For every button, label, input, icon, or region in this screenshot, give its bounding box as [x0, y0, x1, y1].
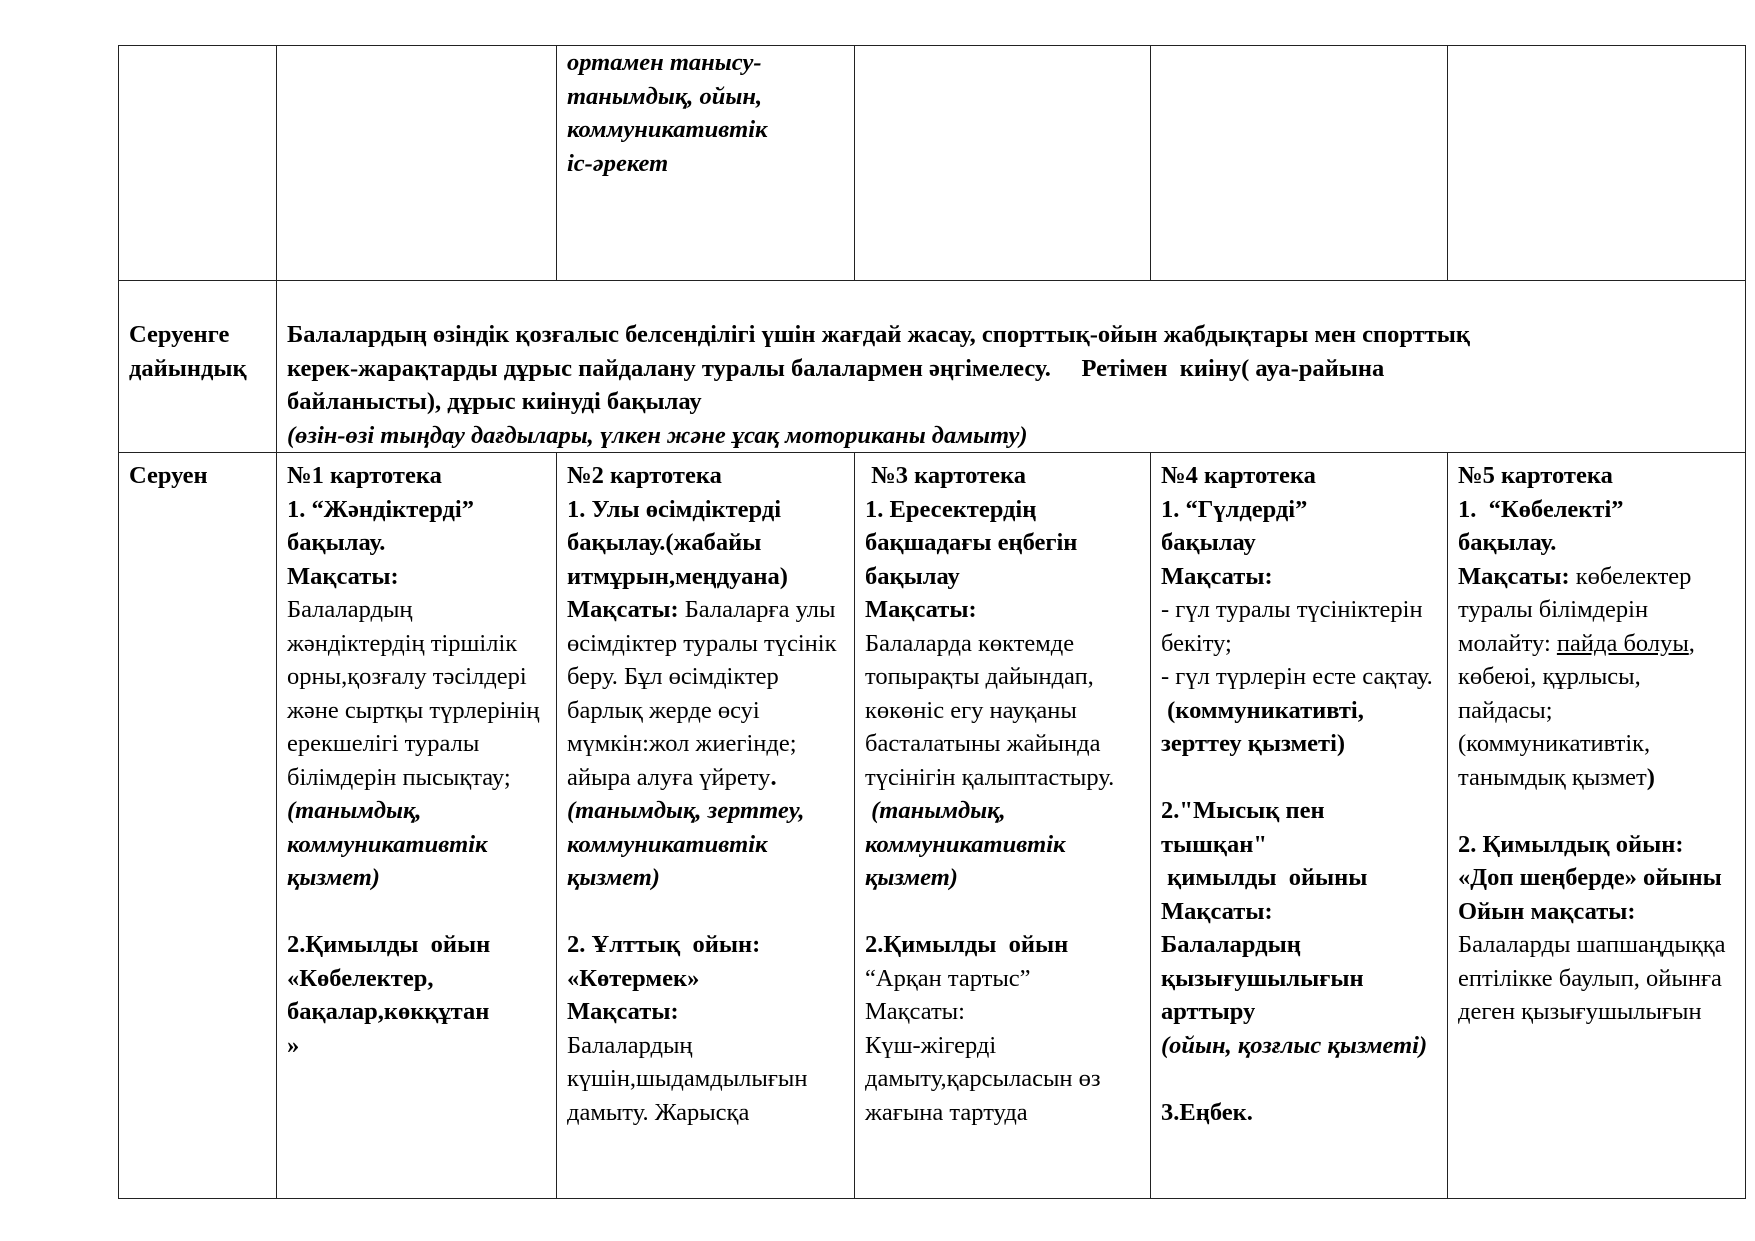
card-4-game-1: 2."Мысық пен [1161, 797, 1325, 824]
card-2-game-name: «Көтермек» [567, 964, 700, 992]
card-4-game-3: қимылды ойыны [1161, 864, 1368, 891]
card-5-goal-underlined: пайда болуы [1556, 629, 1689, 657]
card-2 [557, 453, 855, 1199]
card-4-goal-label: Мақсаты: [1161, 562, 1273, 590]
card-3-obs-3: бақылау [865, 562, 960, 590]
card-5-goal [1458, 560, 1735, 728]
cell-empty-1 [277, 46, 557, 281]
card-2-obs-3: итмұрын,меңдуана) [567, 562, 788, 590]
activity-line-4: іс-әрекет [567, 149, 669, 177]
card-4-labor: 3.Еңбек. [1161, 1098, 1253, 1126]
card-2-goal-label: Мақсаты: [567, 596, 679, 623]
card-5 [1448, 453, 1746, 1199]
card-3-spacer [865, 895, 1140, 929]
cell-walk-preparation [277, 281, 1746, 453]
activity-line-2: танымдық, ойын, [567, 82, 763, 110]
card-2-goal-end: . [770, 763, 777, 791]
card-2-game-goal-text: Балалардың күшін,шыдамдылығын дамыту. Жарысқа [567, 1031, 808, 1126]
card-2-activity: (танымдық, зерттеу, коммуникативтік қызмет) [567, 797, 805, 891]
card-5-goal-post: , көбеюі, құрлысы, пайдасы; [1458, 629, 1695, 724]
card-1-spacer [287, 895, 546, 929]
card-5-title: №5 картотека [1458, 462, 1613, 489]
card-5-game-goal [1458, 895, 1735, 1029]
card-4-game-goal-text: Балалардың қызығушылығын арттыру [1161, 931, 1364, 1025]
card-2-goal-text: Балаларға улы өсімдіктер туралы түсінік беру. Бұл өсімдіктер барлық жерде өсуі мүмкін:жол жиегінде; айыра алуға үйрету [567, 596, 837, 791]
card-1-title: №1 картотека [287, 462, 442, 489]
card-2-goal [567, 593, 844, 794]
cell-empty-4 [1151, 46, 1448, 281]
card-4-spacer [1161, 761, 1437, 795]
card-2-obs-2: бақылау.(жабайы [567, 529, 762, 556]
card-4-obs-1: 1. “Гүлдерді” [1161, 495, 1308, 523]
walk-prep-italic: (өзін-өзі тыңдау дағдылары, үлкен және ұсақ моториканы дамыту) [287, 421, 1028, 449]
card-3-activity: (танымдық, коммуникативтік қызмет) [865, 797, 1072, 891]
card-5-game-name: «Доп шеңберде» ойыны [1458, 864, 1722, 891]
card-2-spacer [567, 895, 844, 929]
card-3-obs-1: 1. Ересектердің [865, 495, 1037, 523]
card-4-game-2: тышқан" [1161, 830, 1267, 858]
card-3-goal-label: Мақсаты: [865, 596, 977, 623]
card-4-activity: (коммуникативті, зерттеу қызметі) [1161, 696, 1370, 757]
card-4 [1151, 453, 1448, 1199]
card-3-game-goal-label: Мақсаты: [865, 998, 965, 1025]
card-1-game-3: бақалар,көкқұтан [287, 998, 490, 1025]
card-1-game-1: 2.Қимылды ойын [287, 931, 491, 958]
walk-preparation-label: Серуенге дайындық [129, 321, 247, 382]
card-1-obs-2: бақылау. [287, 529, 386, 556]
walk-prep-line-2: керек-жарақтарды дұрыс пайдалану туралы балалармен әңгімелесу. Ретімен киіну( ауа-райына [287, 354, 1385, 382]
card-4-spacer-2 [1161, 1062, 1437, 1096]
card-4-goal-item-2: - гүл түрлерін есте сақтау. [1161, 663, 1433, 690]
walk-prep-line-3: байланысты), дұрыс киінуді бақылау [287, 388, 702, 415]
card-3-game-name: “Арқан тартыс” [865, 964, 1031, 992]
card-1-goal-label: Мақсаты: [287, 562, 399, 590]
card-1-activity: (танымдық, коммуникативтік қызмет) [287, 797, 488, 891]
card-5-activity-end: ) [1646, 763, 1655, 791]
card-1 [277, 453, 557, 1199]
card-5-game-title: 2. Қимылдық ойын: [1458, 830, 1684, 858]
card-2-game-title: 2. Ұлттық ойын: [567, 931, 761, 958]
cell-empty-label [119, 46, 277, 281]
card-3-title: №3 картотека [865, 462, 1026, 489]
walk-prep-line-1: Балалардың өзіндік қозғалыс белсенділігі үшін жағдай жасау, спорттық-ойын жабдықтары мен спорттық [287, 321, 1471, 348]
card-2-title: №2 картотека [567, 462, 722, 489]
card-3-game-title: 2.Қимылды ойын [865, 931, 1069, 958]
card-4-game-goal-label: Мақсаты: [1161, 897, 1273, 925]
card-5-goal-pre: көбелектер туралы білімдерін молайту: [1458, 562, 1692, 657]
card-5-game-goal-label: Ойын мақсаты: [1458, 897, 1636, 925]
card-1-goal-text: Балалардың жәндіктердің тіршілік орны,қозғалу тәсілдері және сыртқы түрлерінің ерекшелігі туралы білімдерін пысықтау; [287, 596, 540, 791]
card-3-game-goal-text: Күш-жігерді дамыту,қарсыласын өз жағына тартуда [865, 1031, 1101, 1126]
activity-line-3: коммуникативтік [567, 116, 768, 143]
plan-table [118, 45, 1746, 1199]
card-4-title: №4 картотека [1161, 462, 1316, 489]
card-4-goal-item-1: - гүл туралы түсініктерін бекіту; [1161, 596, 1423, 657]
card-3 [855, 453, 1151, 1199]
card-1-game-4: » [287, 1031, 300, 1059]
card-5-game-goal-text: Балаларды шапшаңдыққа ептілікке баулып, ойынға деген қызығушылығын [1458, 931, 1726, 1025]
row-label-walk-preparation [119, 281, 277, 453]
card-3-obs-2: бақшадағы еңбегін [865, 529, 1078, 556]
activity-line-1: ортамен танысу- [567, 49, 762, 76]
card-4-game-activity: (ойын, қозғлыс қызметі) [1161, 1031, 1428, 1059]
card-2-game-goal-label: Мақсаты: [567, 998, 679, 1025]
table-row-walk [119, 453, 1746, 1199]
cell-activity-types [557, 46, 855, 281]
card-5-goal-label: Мақсаты: [1458, 562, 1570, 590]
card-5-obs-1: 1. “Көбелекті” [1458, 495, 1624, 523]
card-1-obs-1: 1. “Жәндіктерді” [287, 495, 474, 523]
table-row-walk-preparation [119, 281, 1746, 453]
card-4-obs-2: бақылау [1161, 529, 1256, 556]
table-row-activities [119, 46, 1746, 281]
card-5-spacer [1458, 794, 1735, 828]
row-label-walk [119, 453, 277, 1199]
cell-empty-3 [855, 46, 1151, 281]
cell-empty-5 [1448, 46, 1746, 281]
card-5-obs-2: бақылау. [1458, 529, 1557, 556]
card-1-game-2: «Көбелектер, [287, 964, 434, 992]
walk-label: Серуен [129, 462, 208, 489]
card-5-activity [1458, 727, 1735, 794]
card-5-activity-text: (коммуникативтік, танымдық қызмет [1458, 730, 1651, 791]
card-3-goal-text: Балаларда көктемде топырақты дайындап, көкөніс егу науқаны басталатыны жайында түсінігін қалыптастыру. [865, 629, 1115, 791]
card-2-obs-1: 1. Улы өсімдіктерді [567, 495, 782, 523]
